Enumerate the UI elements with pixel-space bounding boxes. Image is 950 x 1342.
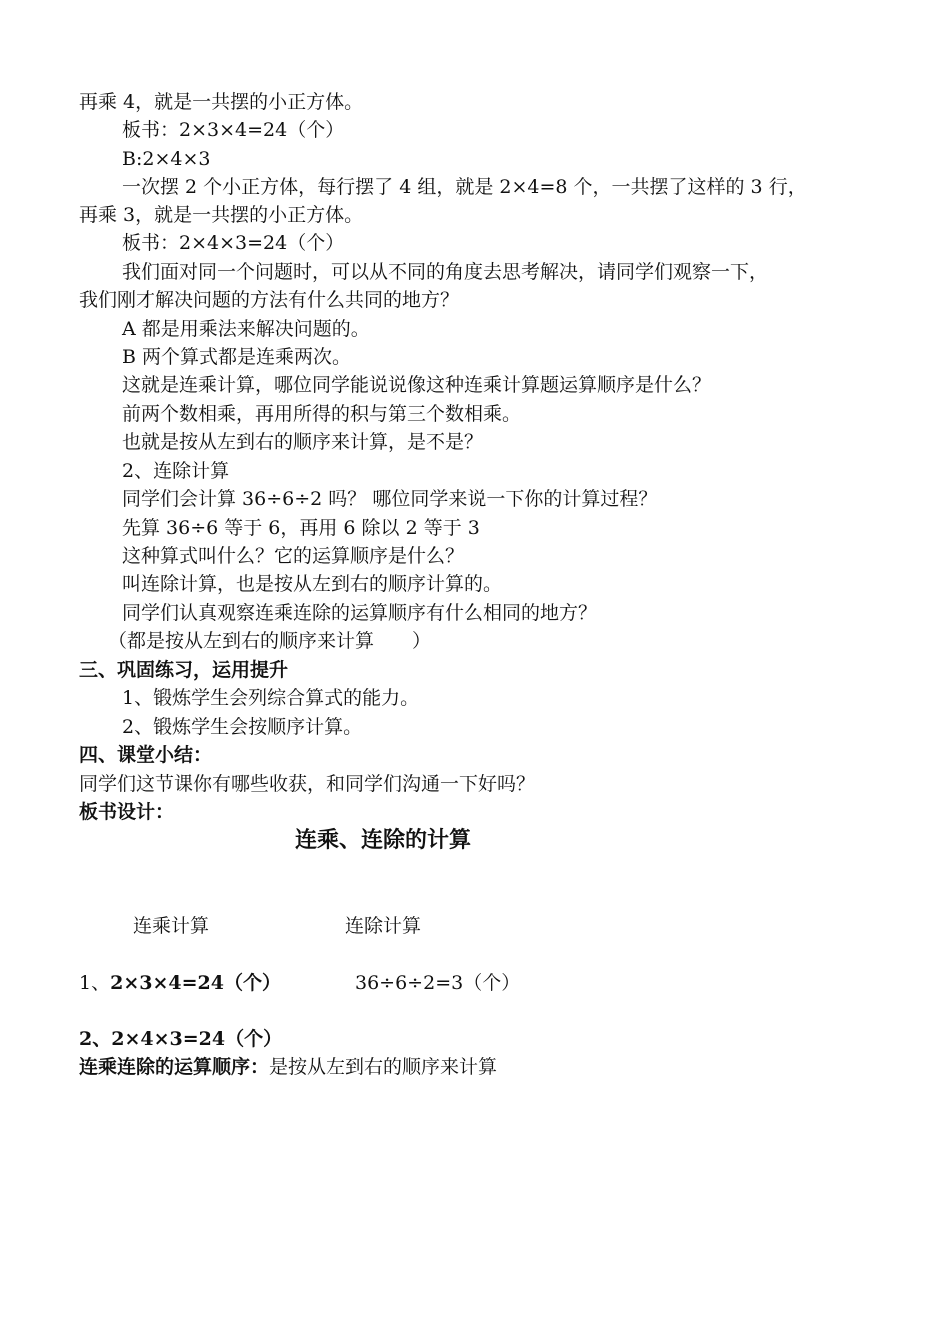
- paragraph-line: A 都是用乘法来解决问题的。: [122, 318, 370, 340]
- subheading-line: 2、连除计算: [122, 460, 230, 482]
- paragraph-line: 前两个数相乘，再用所得的积与第三个数相乘。: [122, 403, 522, 425]
- practice-item: 1、锻炼学生会列综合算式的能力。: [122, 687, 420, 709]
- board-design-heading: 板书设计：: [79, 801, 175, 823]
- practice-item: 2、锻炼学生会按顺序计算。: [122, 716, 363, 738]
- paragraph-line: 一次摆 2 个小正方体，每行摆了 4 组，就是 2×4=8 个，一共摆了这样的 3 行，: [122, 176, 807, 198]
- paragraph-line: 我们面对同一个问题时，可以从不同的角度去思考解决，请同学们观察一下，: [122, 261, 769, 283]
- board-row-1-multiply: 2×3×4=24（个）: [110, 972, 281, 994]
- board-row-1: [79, 969, 281, 997]
- paragraph-line: 板书：2×4×3=24（个）: [122, 232, 345, 254]
- board-title: 连乘、连除的计算: [295, 828, 472, 853]
- paragraph-line: 这就是连乘计算，哪位同学能说说像这种连乘计算题运算顺序是什么？: [122, 374, 712, 396]
- section-heading-summary: 四、课堂小结：: [79, 744, 213, 766]
- board-order-text: 是按从左到右的顺序来计算: [269, 1056, 498, 1078]
- paragraph-line: 再乘 3，就是一共摆的小正方体。: [79, 204, 364, 226]
- paragraph-line: 我们刚才解决问题的方法有什么共同的地方？: [79, 289, 460, 311]
- paragraph-line: （都是按从左到右的顺序来计算 ）: [108, 630, 432, 652]
- paragraph-line: 也就是按从左到右的顺序来计算，是不是？: [122, 431, 484, 453]
- section-heading-practice: 三、巩固练习，运用提升: [79, 659, 289, 681]
- paragraph-line: 同学们会计算 36÷6÷2 吗？ 哪位同学来说一下你的计算过程？: [122, 488, 658, 510]
- board-column-multiply: 连乘计算: [133, 915, 210, 937]
- paragraph-line: 这种算式叫什么？它的运算顺序是什么？: [122, 545, 465, 567]
- board-row-1-number: 1、: [79, 972, 111, 994]
- paragraph-line: B 两个算式都是连乘两次。: [122, 346, 352, 368]
- board-order-label: 连乘连除的运算顺序：: [79, 1056, 270, 1078]
- board-row-1-divide: 36÷6÷2=3（个）: [355, 972, 521, 994]
- paragraph-line: 板书：2×3×4=24（个）: [122, 119, 345, 141]
- paragraph-line: 先算 36÷6 等于 6，再用 6 除以 2 等于 3: [122, 517, 480, 539]
- board-row-2: 2、2×4×3=24（个）: [79, 1028, 283, 1050]
- paragraph-line: 再乘 4，就是一共摆的小正方体。: [79, 91, 364, 113]
- paragraph-line: 叫连除计算，也是按从左到右的顺序计算的。: [122, 573, 503, 595]
- paragraph-line: B:2×4×3: [122, 148, 211, 170]
- summary-text: 同学们这节课你有哪些收获，和同学们沟通一下好吗？: [79, 773, 536, 795]
- paragraph-line: 同学们认真观察连乘连除的运算顺序有什么相同的地方？: [122, 602, 598, 624]
- board-order-line: [79, 1053, 497, 1081]
- board-column-divide: 连除计算: [345, 915, 422, 937]
